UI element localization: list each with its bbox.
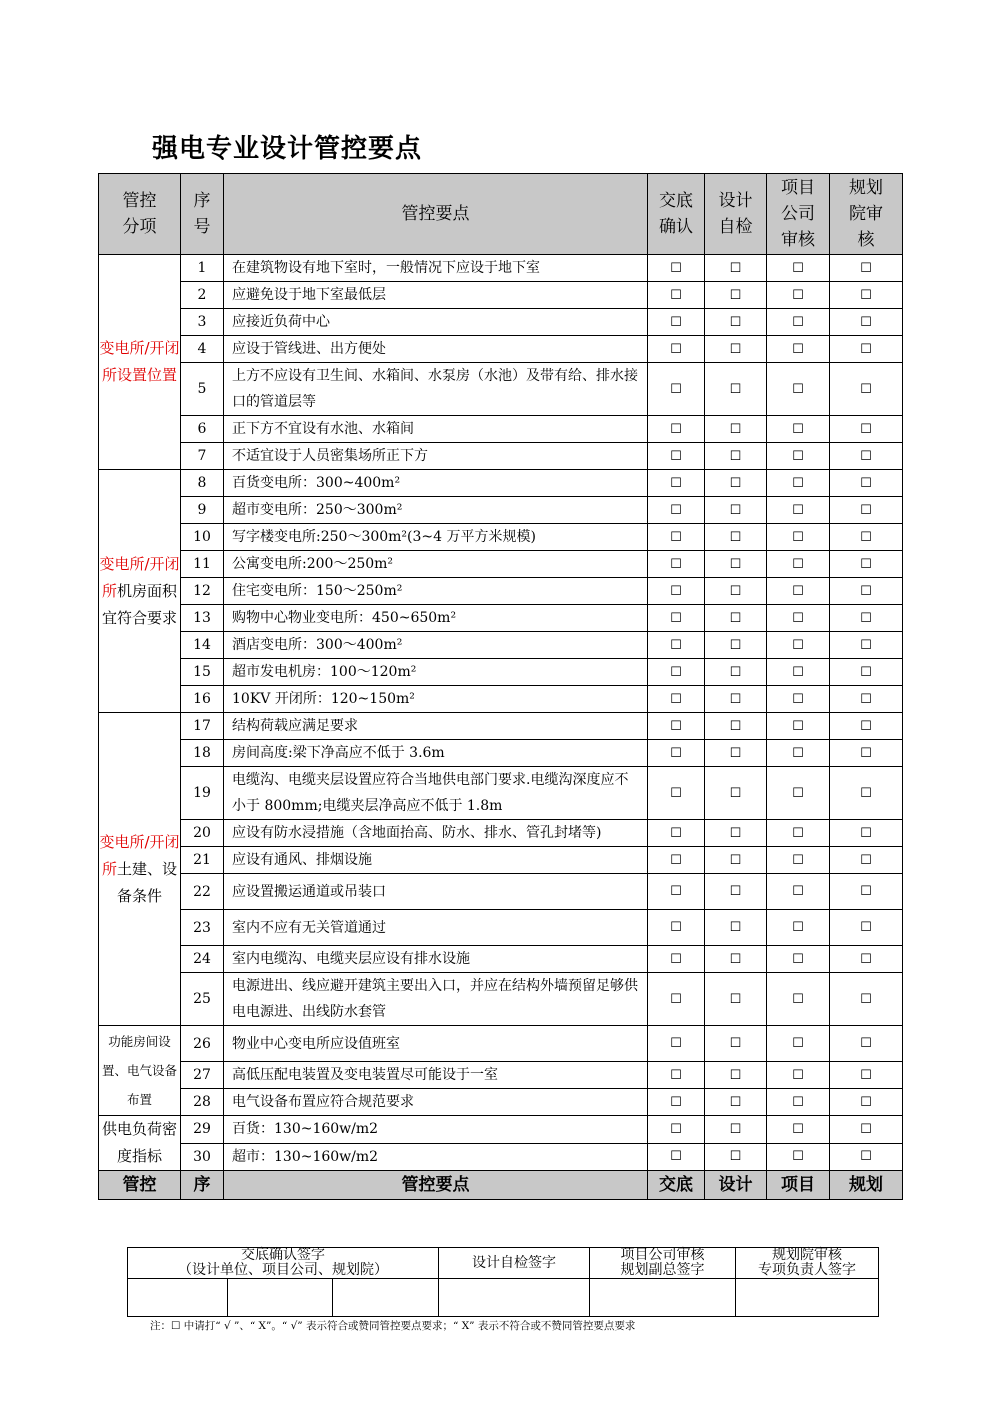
- checkbox-confirm[interactable]: ☐: [648, 1089, 705, 1116]
- checkbox-company-review[interactable]: ☐: [767, 443, 830, 470]
- row-number: 23: [181, 910, 224, 946]
- table-row: [99, 1116, 903, 1144]
- checkbox-self-check[interactable]: ☐: [705, 910, 767, 946]
- checkbox-institute-review[interactable]: ☐: [830, 874, 903, 910]
- control-point-text: 超市发电机房：100～120m²: [224, 659, 648, 686]
- category-label-highlight: 变电所/开闭所: [99, 832, 180, 878]
- checkbox-institute-review[interactable]: ☐: [830, 973, 903, 1026]
- row-number: 28: [181, 1089, 224, 1116]
- checkbox-confirm[interactable]: ☐: [648, 1062, 705, 1089]
- checkbox-company-review[interactable]: ☐: [767, 946, 830, 973]
- checkbox-institute-review[interactable]: ☐: [830, 416, 903, 443]
- checkbox-self-check[interactable]: ☐: [705, 973, 767, 1026]
- category-label: 功能房间设置、电气设备布置: [101, 1034, 177, 1107]
- checkbox-institute-review[interactable]: ☐: [830, 282, 903, 309]
- checkbox-self-check[interactable]: ☐: [705, 820, 767, 847]
- checkbox-confirm[interactable]: ☐: [648, 363, 705, 416]
- checkbox-institute-review[interactable]: ☐: [830, 336, 903, 363]
- category-label: 机房面积宜符合要求: [101, 581, 178, 627]
- checkbox-institute-review[interactable]: ☐: [830, 578, 903, 605]
- signature-field-company-review[interactable]: [590, 1279, 736, 1317]
- table-row: [99, 363, 903, 416]
- control-point-text: 高低压配电装置及变电装置尽可能设于一室: [224, 1062, 648, 1089]
- control-point-text: 应接近负荷中心: [224, 309, 648, 336]
- sign-self-check-label: 设计自检签字: [439, 1248, 590, 1279]
- checkbox-company-review[interactable]: ☐: [767, 820, 830, 847]
- checkbox-self-check[interactable]: ☐: [705, 470, 767, 497]
- checkbox-confirm[interactable]: ☐: [648, 847, 705, 874]
- signature-field-self-check[interactable]: [439, 1279, 590, 1317]
- checkbox-self-check[interactable]: ☐: [705, 767, 767, 820]
- checkbox-institute-review[interactable]: ☐: [830, 470, 903, 497]
- checkbox-institute-review[interactable]: ☐: [830, 946, 903, 973]
- checkbox-confirm[interactable]: ☐: [648, 632, 705, 659]
- row-number: 12: [181, 578, 224, 605]
- checkbox-company-review[interactable]: ☐: [767, 1143, 830, 1171]
- checkbox-company-review[interactable]: ☐: [767, 363, 830, 416]
- table-row: [99, 847, 903, 874]
- checkbox-self-check[interactable]: ☐: [705, 874, 767, 910]
- signature-field-row: [128, 1279, 879, 1317]
- control-point-text: 电源进出、线应避开建筑主要出入口，并应在结构外墙预留足够供电电源进、出线防水套管: [224, 973, 648, 1026]
- checkbox-institute-review[interactable]: ☐: [830, 309, 903, 336]
- control-point-text: 写字楼变电所:250～300m²(3~4 万平方米规模): [224, 524, 648, 551]
- checkbox-institute-review[interactable]: ☐: [830, 1026, 903, 1062]
- row-number: 10: [181, 524, 224, 551]
- table-row: [99, 767, 903, 820]
- checkbox-institute-review[interactable]: ☐: [830, 443, 903, 470]
- control-point-text: 酒店变电所：300～400m²: [224, 632, 648, 659]
- control-point-text: 在建筑物设有地下室时，一般情况下应设于地下室: [224, 255, 648, 282]
- checkbox-confirm[interactable]: ☐: [648, 1143, 705, 1171]
- checkbox-confirm[interactable]: ☐: [648, 686, 705, 713]
- checkbox-self-check[interactable]: ☐: [705, 1143, 767, 1171]
- checkbox-self-check[interactable]: ☐: [705, 1116, 767, 1144]
- row-number: 2: [181, 282, 224, 309]
- category-cell: [99, 713, 181, 1026]
- signature-field-institute-review[interactable]: [736, 1279, 879, 1317]
- checkbox-self-check[interactable]: ☐: [705, 946, 767, 973]
- table-row: [99, 443, 903, 470]
- checkbox-institute-review[interactable]: ☐: [830, 1089, 903, 1116]
- control-point-text: 百货变电所：300~400m²: [224, 470, 648, 497]
- control-point-text: 应设于管线进、出方便处: [224, 336, 648, 363]
- checkbox-institute-review[interactable]: ☐: [830, 713, 903, 740]
- signature-header-row: [128, 1248, 879, 1279]
- checkbox-institute-review[interactable]: ☐: [830, 1143, 903, 1171]
- page-title: 强电专业设计管控要点: [152, 134, 423, 164]
- table-row: [99, 1062, 903, 1089]
- footer-confirm: 交底: [648, 1171, 705, 1200]
- control-point-text: 应设有通风、排烟设施: [224, 847, 648, 874]
- checkbox-confirm[interactable]: ☐: [648, 973, 705, 1026]
- checkbox-company-review[interactable]: ☐: [767, 847, 830, 874]
- table-row: [99, 255, 903, 282]
- checkbox-institute-review[interactable]: ☐: [830, 847, 903, 874]
- row-number: 4: [181, 336, 224, 363]
- checkbox-confirm[interactable]: ☐: [648, 524, 705, 551]
- checkbox-confirm[interactable]: ☐: [648, 874, 705, 910]
- table-row: [99, 659, 903, 686]
- row-number: 30: [181, 1143, 224, 1171]
- checkbox-confirm[interactable]: ☐: [648, 470, 705, 497]
- row-number: 14: [181, 632, 224, 659]
- checkbox-institute-review[interactable]: ☐: [830, 910, 903, 946]
- header-control-point: 管控要点: [224, 174, 648, 255]
- checkbox-self-check[interactable]: ☐: [705, 255, 767, 282]
- checkbox-company-review[interactable]: ☐: [767, 713, 830, 740]
- row-number: 22: [181, 874, 224, 910]
- checkbox-institute-review[interactable]: ☐: [830, 767, 903, 820]
- row-number: 15: [181, 659, 224, 686]
- header-self-check: 设计自检: [705, 174, 767, 255]
- row-number: 27: [181, 1062, 224, 1089]
- checkbox-institute-review[interactable]: ☐: [830, 659, 903, 686]
- control-point-text: 房间高度:梁下净高应不低于 3.6m: [224, 740, 648, 767]
- checkbox-institute-review[interactable]: ☐: [830, 1062, 903, 1089]
- checkbox-company-review[interactable]: ☐: [767, 282, 830, 309]
- checkbox-confirm[interactable]: ☐: [648, 255, 705, 282]
- checkbox-confirm[interactable]: ☐: [648, 910, 705, 946]
- table-row: [99, 551, 903, 578]
- checkbox-company-review[interactable]: ☐: [767, 255, 830, 282]
- checkbox-confirm[interactable]: ☐: [648, 497, 705, 524]
- checkbox-self-check[interactable]: ☐: [705, 551, 767, 578]
- table-row: [99, 1143, 903, 1171]
- row-number: 24: [181, 946, 224, 973]
- row-number: 19: [181, 767, 224, 820]
- row-number: 16: [181, 686, 224, 713]
- checkbox-company-review[interactable]: ☐: [767, 686, 830, 713]
- checkbox-company-review[interactable]: ☐: [767, 497, 830, 524]
- sign-institute-label: 规划院审核 专项负责人签字: [736, 1248, 879, 1279]
- table-row: [99, 910, 903, 946]
- footer-number: 序: [181, 1171, 224, 1200]
- control-points-table: [98, 173, 903, 1200]
- checkbox-confirm[interactable]: ☐: [648, 443, 705, 470]
- sign-company-label: 项目公司审核 规划副总签字: [590, 1248, 736, 1279]
- table-row: [99, 282, 903, 309]
- row-number: 5: [181, 363, 224, 416]
- checkbox-company-review[interactable]: ☐: [767, 551, 830, 578]
- row-number: 20: [181, 820, 224, 847]
- checkbox-company-review[interactable]: ☐: [767, 309, 830, 336]
- checkbox-company-review[interactable]: ☐: [767, 605, 830, 632]
- checkbox-institute-review[interactable]: ☐: [830, 1116, 903, 1144]
- checkbox-company-review[interactable]: ☐: [767, 740, 830, 767]
- control-point-text: 公寓变电所:200～250m²: [224, 551, 648, 578]
- checkbox-company-review[interactable]: ☐: [767, 1062, 830, 1089]
- checkbox-self-check[interactable]: ☐: [705, 1089, 767, 1116]
- signature-field-planning-institute[interactable]: [333, 1279, 439, 1317]
- table-row: [99, 713, 903, 740]
- checkbox-company-review[interactable]: ☐: [767, 767, 830, 820]
- category-label-highlight: 变电所/开闭所设置位置: [99, 339, 180, 384]
- row-number: 18: [181, 740, 224, 767]
- checkbox-institute-review[interactable]: ☐: [830, 363, 903, 416]
- control-point-text: 百货：130~160w/m2: [224, 1116, 648, 1144]
- checkbox-institute-review[interactable]: ☐: [830, 686, 903, 713]
- row-number: 1: [181, 255, 224, 282]
- checkbox-self-check[interactable]: ☐: [705, 847, 767, 874]
- table-row: [99, 820, 903, 847]
- control-point-text: 正下方不宜设有水池、水箱间: [224, 416, 648, 443]
- header-confirm: 交底确认: [648, 174, 705, 255]
- header-category: 管控分项: [99, 174, 181, 255]
- row-number: 6: [181, 416, 224, 443]
- checkbox-institute-review[interactable]: ☐: [830, 740, 903, 767]
- checkbox-confirm[interactable]: ☐: [648, 551, 705, 578]
- control-point-text: 室内电缆沟、电缆夹层应设有排水设施: [224, 946, 648, 973]
- checkbox-confirm[interactable]: ☐: [648, 605, 705, 632]
- checkbox-self-check[interactable]: ☐: [705, 524, 767, 551]
- row-number: 9: [181, 497, 224, 524]
- checkbox-company-review[interactable]: ☐: [767, 470, 830, 497]
- checkbox-self-check[interactable]: ☐: [705, 309, 767, 336]
- table-row: [99, 497, 903, 524]
- row-number: 21: [181, 847, 224, 874]
- checkbox-institute-review[interactable]: ☐: [830, 524, 903, 551]
- checkbox-confirm[interactable]: ☐: [648, 416, 705, 443]
- category-cell: [99, 1116, 181, 1171]
- checkbox-institute-review[interactable]: ☐: [830, 551, 903, 578]
- signature-field-project-company[interactable]: [228, 1279, 333, 1317]
- row-number: 8: [181, 470, 224, 497]
- control-point-text: 超市变电所：250～300m²: [224, 497, 648, 524]
- row-number: 13: [181, 605, 224, 632]
- checkbox-confirm[interactable]: ☐: [648, 946, 705, 973]
- checkbox-company-review[interactable]: ☐: [767, 973, 830, 1026]
- checkbox-company-review[interactable]: ☐: [767, 874, 830, 910]
- control-point-text: 结构荷载应满足要求: [224, 713, 648, 740]
- checkbox-self-check[interactable]: ☐: [705, 416, 767, 443]
- control-point-text: 10KV 开闭所：120~150m²: [224, 686, 648, 713]
- control-point-text: 应避免设于地下室最低层: [224, 282, 648, 309]
- row-number: 17: [181, 713, 224, 740]
- checkbox-company-review[interactable]: ☐: [767, 1089, 830, 1116]
- checkbox-confirm[interactable]: ☐: [648, 713, 705, 740]
- sign-confirm-label: 交底确认签字 （设计单位、项目公司、规划院）: [128, 1248, 439, 1279]
- checkbox-self-check[interactable]: ☐: [705, 1026, 767, 1062]
- control-point-text: 电气设备布置应符合规范要求: [224, 1089, 648, 1116]
- table-row: [99, 578, 903, 605]
- table-row: [99, 973, 903, 1026]
- signature-field-design-unit[interactable]: [128, 1279, 228, 1317]
- control-point-text: 电缆沟、电缆夹层设置应符合当地供电部门要求.电缆沟深度应不小于 800mm;电缆夹层净高应不低于 1.8m: [224, 767, 648, 820]
- row-number: 29: [181, 1116, 224, 1144]
- checkbox-self-check[interactable]: ☐: [705, 632, 767, 659]
- control-point-text: 住宅变电所：150～250m²: [224, 578, 648, 605]
- checkbox-self-check[interactable]: ☐: [705, 578, 767, 605]
- footnote: 注：☐ 中请打“ √ ”、“ X”。“ √” 表示符合或赞同管控要点要求；“ X” 表示不符合或不赞同管控要点要求: [150, 1320, 636, 1332]
- control-point-text: 物业中心变电所应设值班室: [224, 1026, 648, 1062]
- checkbox-confirm[interactable]: ☐: [648, 309, 705, 336]
- control-point-text: 购物中心物业变电所：450~650m²: [224, 605, 648, 632]
- category-cell: [99, 255, 181, 470]
- checkbox-confirm[interactable]: ☐: [648, 767, 705, 820]
- checkbox-confirm[interactable]: ☐: [648, 740, 705, 767]
- control-point-text: 上方不应设有卫生间、水箱间、水泵房（水池）及带有给、排水接口的管道层等: [224, 363, 648, 416]
- checkbox-company-review[interactable]: ☐: [767, 578, 830, 605]
- table-row: [99, 686, 903, 713]
- checkbox-self-check[interactable]: ☐: [705, 282, 767, 309]
- table-row: [99, 309, 903, 336]
- checkbox-institute-review[interactable]: ☐: [830, 255, 903, 282]
- table-footer-row: [99, 1171, 903, 1200]
- checkbox-self-check[interactable]: ☐: [705, 363, 767, 416]
- table-row: [99, 1026, 903, 1062]
- table-row: [99, 336, 903, 363]
- footer-control-point: 管控要点: [224, 1171, 648, 1200]
- checkbox-self-check[interactable]: ☐: [705, 497, 767, 524]
- table-row: [99, 524, 903, 551]
- footer-company-review: 项目: [767, 1171, 830, 1200]
- checkbox-company-review[interactable]: ☐: [767, 632, 830, 659]
- checkbox-self-check[interactable]: ☐: [705, 686, 767, 713]
- table-row: [99, 1089, 903, 1116]
- table-header-row: [99, 174, 903, 255]
- control-point-text: 超市：130~160w/m2: [224, 1143, 648, 1171]
- table-row: [99, 946, 903, 973]
- row-number: 11: [181, 551, 224, 578]
- control-point-text: 应设置搬运通道或吊装口: [224, 874, 648, 910]
- checkbox-institute-review[interactable]: ☐: [830, 497, 903, 524]
- checkbox-institute-review[interactable]: ☐: [830, 632, 903, 659]
- checkbox-company-review[interactable]: ☐: [767, 1116, 830, 1144]
- footer-category: 管控: [99, 1171, 181, 1200]
- header-company-review: 项目公司审核: [767, 174, 830, 255]
- checkbox-company-review[interactable]: ☐: [767, 416, 830, 443]
- table-row: [99, 740, 903, 767]
- footer-self-check: 设计: [705, 1171, 767, 1200]
- checkbox-company-review[interactable]: ☐: [767, 524, 830, 551]
- checkbox-confirm[interactable]: ☐: [648, 1116, 705, 1144]
- checkbox-confirm[interactable]: ☐: [648, 336, 705, 363]
- checkbox-company-review[interactable]: ☐: [767, 910, 830, 946]
- checkbox-confirm[interactable]: ☐: [648, 282, 705, 309]
- checkbox-company-review[interactable]: ☐: [767, 1026, 830, 1062]
- row-number: 26: [181, 1026, 224, 1062]
- checkbox-self-check[interactable]: ☐: [705, 1062, 767, 1089]
- footer-institute-review: 规划: [830, 1171, 903, 1200]
- header-institute-review: 规划院审核: [830, 174, 903, 255]
- signature-table: [127, 1247, 879, 1317]
- category-label-highlight: 变电所/开闭所: [99, 554, 180, 600]
- checkbox-confirm[interactable]: ☐: [648, 578, 705, 605]
- row-number: 3: [181, 309, 224, 336]
- checkbox-confirm[interactable]: ☐: [648, 659, 705, 686]
- checkbox-confirm[interactable]: ☐: [648, 1026, 705, 1062]
- control-point-text: 室内不应有无关管道通过: [224, 910, 648, 946]
- checkbox-company-review[interactable]: ☐: [767, 659, 830, 686]
- category-label: 供电负荷密度指标: [101, 1120, 177, 1165]
- category-cell: [99, 1026, 181, 1116]
- checkbox-confirm[interactable]: ☐: [648, 820, 705, 847]
- row-number: 25: [181, 973, 224, 1026]
- table-row: [99, 632, 903, 659]
- control-point-text: 不适宜设于人员密集场所正下方: [224, 443, 648, 470]
- checkbox-institute-review[interactable]: ☐: [830, 605, 903, 632]
- table-row: [99, 874, 903, 910]
- checkbox-self-check[interactable]: ☐: [705, 336, 767, 363]
- category-label: 土建、设备条件: [116, 859, 178, 905]
- checkbox-self-check[interactable]: ☐: [705, 443, 767, 470]
- table-row: [99, 605, 903, 632]
- checkbox-self-check[interactable]: ☐: [705, 740, 767, 767]
- checkbox-self-check[interactable]: ☐: [705, 713, 767, 740]
- table-row: [99, 416, 903, 443]
- control-point-text: 应设有防水浸措施（含地面抬高、防水、排水、管孔封堵等): [224, 820, 648, 847]
- checkbox-self-check[interactable]: ☐: [705, 605, 767, 632]
- checkbox-self-check[interactable]: ☐: [705, 659, 767, 686]
- checkbox-institute-review[interactable]: ☐: [830, 820, 903, 847]
- checkbox-company-review[interactable]: ☐: [767, 336, 830, 363]
- table-row: [99, 470, 903, 497]
- category-cell: [99, 470, 181, 713]
- row-number: 7: [181, 443, 224, 470]
- header-number: 序号: [181, 174, 224, 255]
